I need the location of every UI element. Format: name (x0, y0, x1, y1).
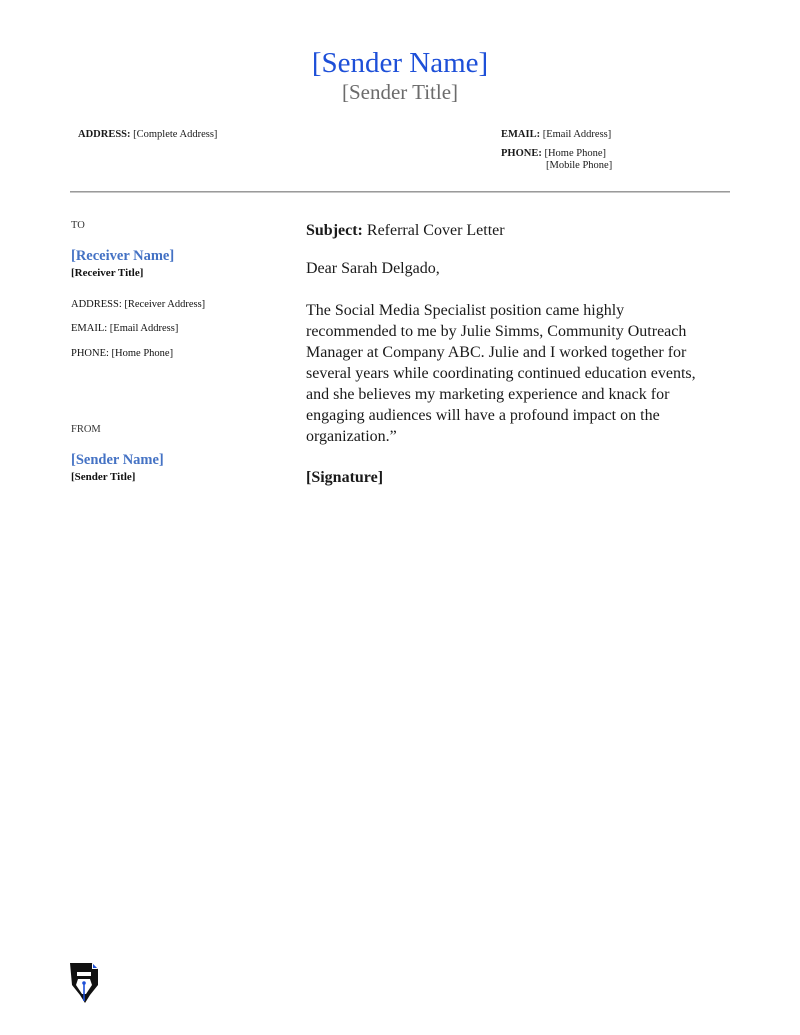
receiver-name: [Receiver Name] (71, 248, 175, 264)
from-sender-name: [Sender Name] (71, 452, 164, 468)
email-value: [Email Address] (542, 129, 612, 140)
pen-nib-document-logo-icon (70, 963, 100, 1003)
body-line: The Social Media Specialist position came highly (306, 302, 625, 319)
subject-line (306, 220, 505, 241)
phone-label: PHONE: (501, 148, 542, 159)
letter-body (306, 300, 726, 447)
header-email (501, 128, 611, 141)
phone-mobile: [Mobile Phone] (546, 160, 613, 171)
receiver-address: ADDRESS: [Receiver Address] (71, 299, 206, 310)
header-address (78, 128, 217, 141)
address-value: [Complete Address] (133, 129, 218, 140)
header-divider (70, 191, 730, 193)
body-line: engaging audiences will have a profound impact on the (306, 407, 660, 424)
email-label: EMAIL: (501, 129, 541, 140)
salutation: Dear Sarah Delgado, (306, 260, 440, 277)
sender-title-heading: [Sender Title] (341, 80, 459, 104)
receiver-title: [Receiver Title] (71, 267, 144, 279)
receiver-phone: PHONE: [Home Phone] (71, 348, 174, 359)
body-line: several years while coordinating continued education events, (306, 365, 696, 382)
body-line: and she believes my marketing experience and knack for (306, 386, 670, 403)
body-line: organization.” (306, 428, 397, 445)
to-label: TO (71, 220, 85, 231)
phone-home: [Home Phone] (544, 148, 606, 159)
address-label: ADDRESS: (78, 129, 131, 140)
body-line: Manager at Company ABC. Julie and I worked together for (306, 344, 687, 361)
body-line: recommended to me by Julie Simms, Community Outreach (306, 323, 687, 340)
subject-value: Referral Cover Letter (366, 222, 505, 239)
subject-label: Subject: (306, 222, 363, 239)
receiver-email: EMAIL: [Email Address] (71, 323, 179, 334)
signature: [Signature] (306, 469, 384, 486)
from-label: FROM (71, 424, 101, 435)
sender-name-heading: [Sender Name] (311, 47, 489, 79)
from-sender-title: [Sender Title] (71, 471, 136, 483)
